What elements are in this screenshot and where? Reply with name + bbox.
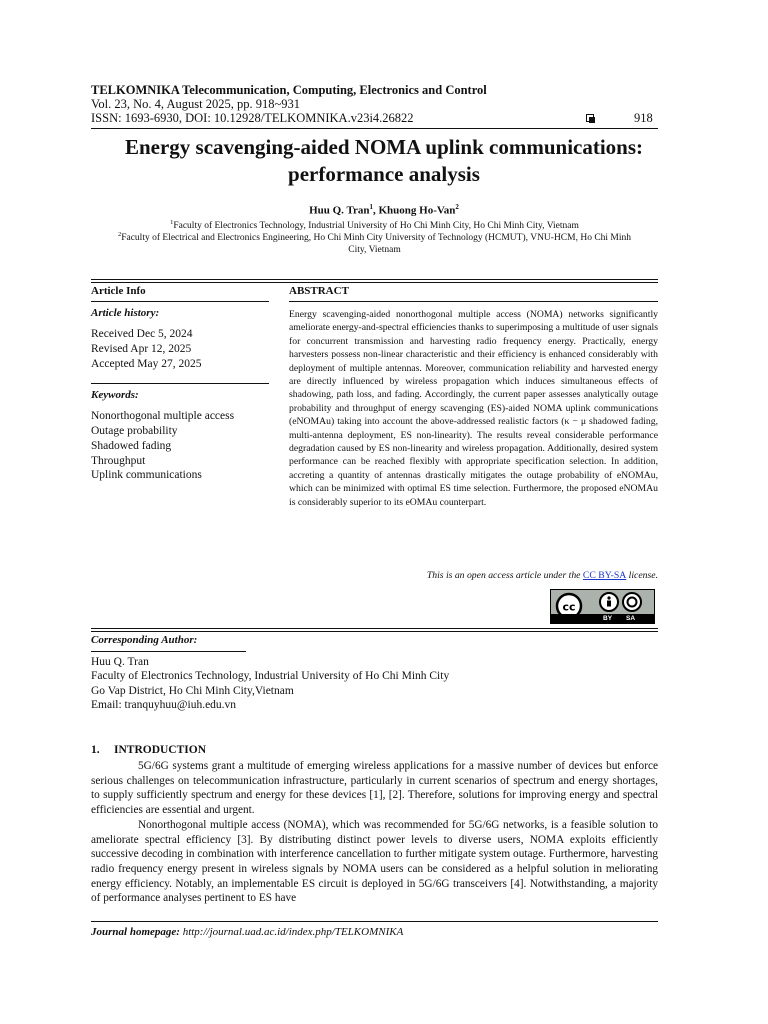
keyword-item: Shadowed fading bbox=[91, 440, 172, 452]
article-info-heading: Article Info bbox=[91, 285, 146, 297]
author-1: Huu Q. Tran bbox=[309, 204, 370, 217]
abstract-rule bbox=[289, 301, 658, 302]
homepage-label: Journal homepage: bbox=[91, 926, 180, 938]
paper-title-line1: Energy scavenging-aided NOMA uplink communications: bbox=[124, 135, 644, 159]
cc-by-sa-badge[interactable] bbox=[550, 589, 655, 624]
author-separator: , bbox=[372, 204, 379, 217]
author-2-affil: 2 bbox=[455, 203, 459, 211]
intro-paragraph-2: Nonorthogonal multiple access (NOMA), which was recommended for 5G/6G networks, is a feasible solution to ameliorate spectral efficiency [3]. By distributing distinct power levels to diverse users, NOMA exploits efficiently successive decoding in combination with interference cancellation to further mitigate system outage. Furthermore, harvesting radio frequency energy present in wireless signals by NOMA users can be considered as a helpful solution in meliorating energy efficiency. Notably, an implementable ES circuit is deployed in 5G/6G transceivers [4]. Notwithstanding, a majority of performance analyses pertinent to ES have bbox=[91, 818, 658, 905]
corresponding-affiliation: Faculty of Electronics Technology, Industrial University of Ho Chi Minh City bbox=[91, 670, 450, 682]
keyword-item: Nonorthogonal multiple access bbox=[91, 410, 235, 422]
license-prefix: This is an open access article under the bbox=[426, 570, 583, 581]
article-history-heading: Article history: bbox=[91, 307, 160, 319]
section-rule-top-2 bbox=[91, 282, 658, 283]
paper-title bbox=[60, 134, 708, 188]
intro-paragraph-1: 5G/6G systems grant a multitude of emerging wireless applications for a massive number of devices but enforce serious challenges on telecommunication infrastructure, particularly in current scenarios of spectrum and energy shortages, to supply sufficiently spectrum and energy for these devices [1], [2]. Therefore, solutions for improving energy and spectral efficiencies are essential and urgent. bbox=[91, 760, 658, 817]
affiliation-2 bbox=[84, 229, 665, 256]
paper-title-line2: performance analysis bbox=[288, 162, 480, 186]
svg-text:cc: cc bbox=[562, 600, 576, 614]
section-rule-bottom-2 bbox=[91, 631, 658, 632]
journal-homepage bbox=[91, 926, 403, 938]
header-rule bbox=[91, 128, 658, 129]
issn-doi-line: ISSN: 1693-6930, DOI: 10.12928/TELKOMNIKA.v23i4.26822 bbox=[91, 111, 414, 125]
keyword-item: Throughput bbox=[91, 455, 146, 467]
cc-by-label: BY bbox=[603, 615, 613, 622]
cc-sa-label: SA bbox=[626, 615, 636, 622]
section-rule-bottom bbox=[91, 628, 658, 629]
keyword-item: Outage probability bbox=[91, 425, 178, 437]
received-date: Received Dec 5, 2024 bbox=[91, 328, 193, 340]
license-suffix: license. bbox=[626, 570, 658, 581]
corresponding-heading: Corresponding Author: bbox=[91, 634, 198, 646]
keywords-heading: Keywords: bbox=[91, 389, 139, 401]
accepted-date: Accepted May 27, 2025 bbox=[91, 358, 202, 370]
author-list bbox=[60, 203, 708, 217]
article-info-rule bbox=[91, 301, 269, 302]
journal-title: TELKOMNIKA Telecommunication, Computing, Electronics and Control bbox=[91, 83, 487, 97]
section-rule-top bbox=[91, 279, 658, 280]
affiliation-2-text-cont: City, Vietnam bbox=[348, 245, 401, 256]
abstract-heading: ABSTRACT bbox=[289, 285, 349, 297]
section-number: 1. bbox=[91, 744, 100, 756]
introduction-body bbox=[91, 759, 658, 906]
author-1-affil: 1 bbox=[369, 203, 373, 211]
corresponding-address: Go Vap District, Ho Chi Minh City,Vietnam bbox=[91, 685, 294, 697]
keyword-item: Uplink communications bbox=[91, 469, 202, 481]
license-statement bbox=[289, 570, 658, 581]
introduction-heading bbox=[91, 744, 206, 756]
affiliation-2-text: Faculty of Electrical and Electronics Engineering, Ho Chi Minh City University of Technology (HCMUT), VNU-HCM, Ho Chi Minh bbox=[121, 233, 632, 244]
corresponding-rule bbox=[91, 651, 246, 652]
square-icon bbox=[586, 114, 594, 122]
revised-date: Revised Apr 12, 2025 bbox=[91, 343, 192, 355]
keywords-rule bbox=[91, 383, 269, 384]
abstract-text: Energy scavenging-aided nonorthogonal multiple access (NOMA) networks significantly ameliorate energy-and-spectral efficiencies thanks to superimposing a multitude of user signals for concurrent transmission and harvesting radio frequency energy. Practically, energy harvesters possess non-linear characteristic and their efficiency is enhanced considerably with deployment of multiple antennas. Moreover, communication reliability and harvested energy are directly influenced by wireless propagation which induces simultaneous effects of shadowing, path loss, and fading. Accordingly, the current paper assesses analytically outage probability and throughput of energy scavenging (ES)-aided NOMA uplink communications (eNOMAu) taking into account the above-addressed realistic factors (κ − μ shadowed fading, multi-antenna deployment, ES non-linearity). The results reveal considerable performance degradation caused by ES non-linearity and wireless propagation. Additionally, desired system performance can be reached flexibly with appropriate specification selection. In addition, accreting a quantity of antennas drastically mitigates the outage probability of eNOMAu, which can be minimized with optimal ES time selection. Furthermore, the proposed eNOMAu is considerably superior to its eOMAu counterpart. bbox=[289, 309, 658, 508]
affiliation-1-text: Faculty of Electronics Technology, Industrial University of Ho Chi Minh City, Ho Chi Minh City, Vietnam bbox=[173, 221, 579, 232]
homepage-url[interactable]: http://journal.uad.ac.id/index.php/TELKOMNIKA bbox=[179, 926, 404, 938]
cc-logo-icon bbox=[551, 590, 654, 615]
footer-rule bbox=[91, 921, 658, 922]
volume-line: Vol. 23, No. 4, August 2025, pp. 918~931 bbox=[91, 97, 300, 111]
affiliation-1-mark: 1 bbox=[170, 219, 174, 226]
corresponding-email: Email: tranquyhuu@iuh.edu.vn bbox=[91, 699, 237, 711]
corresponding-name: Huu Q. Tran bbox=[91, 656, 149, 668]
author-2: Khuong Ho-Van bbox=[378, 204, 456, 217]
section-title: INTRODUCTION bbox=[114, 744, 207, 756]
affiliation-2-mark: 2 bbox=[117, 231, 122, 238]
license-link[interactable]: CC BY-SA bbox=[582, 570, 627, 581]
page-number: 918 bbox=[634, 111, 653, 125]
